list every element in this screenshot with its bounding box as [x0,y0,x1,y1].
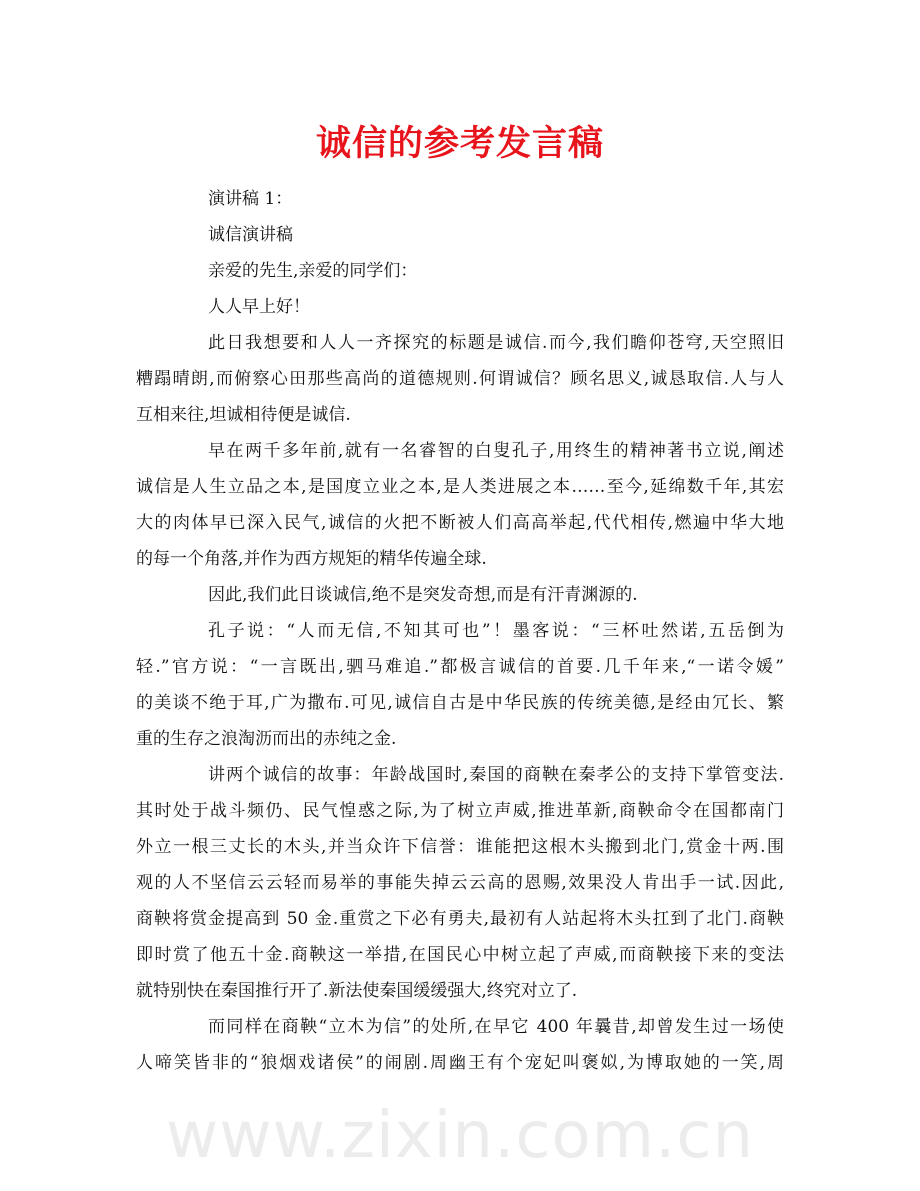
text-line: 糟蹋晴朗,而俯察心田那些高尚的道德规则.何谓诚信？顾名思义,诚恳取信.人与人 [136,369,784,389]
text-line: 诚信是人生立品之本,是国度立业之本,是人类进展之本……至今,延绵数千年,其宏 [136,477,784,497]
paragraph [136,757,784,1009]
paragraph [136,181,784,217]
text-line: 人啼笑皆非的“狼烟戏诸侯”的闹剧.周幽王有个宠妃叫褒姒,为博取她的一笑,周 [136,1053,784,1073]
paragraph [136,1009,784,1081]
text-line: 观的人不坚信云云轻而易举的事能失掉云云高的恩赐,效果没人肯出手一试.因此, [136,873,784,893]
paragraph [136,217,784,253]
text-line: 其时处于战斗频仍、民气惶惑之际,为了树立声威,推进革新,商鞅命令在国都南门 [136,801,784,821]
text-line: 即时赏了他五十金.商鞅这一举措,在国民心中树立起了声威,而商鞅接下来的变法 [136,945,784,965]
paragraph [136,253,784,289]
paragraph [136,613,784,757]
text-line: 因此,我们此日谈诚信,绝不是突发奇想,而是有汗青渊源的. [208,585,638,605]
paragraph [136,577,784,613]
document-title: 诚信的参考发言稿 [315,124,604,164]
paragraph [136,433,784,577]
text-line: 商鞅将赏金提高到 50 金.重赏之下必有勇夫,最初有人站起将木头扛到了北门.商鞅 [136,909,784,929]
text-line: 就特别快在秦国推行开了.新法使秦国缓缓强大,终究对立了. [136,981,578,1001]
text-line: 互相来往,坦诚相待便是诚信. [136,405,351,425]
text-line: 演讲稿 1： [208,189,293,209]
document-body [136,181,784,1081]
text-line: 诚信演讲稿 [208,225,293,245]
paragraph [136,325,784,433]
text-line: 外立一根三丈长的木头,并当众许下信誉：谁能把这根木头搬到北门,赏金十两.围 [136,837,784,857]
text-line: 的每一个角落,并作为西方规矩的精华传遍全球. [136,549,487,569]
watermark: www.zixin.com.cn [165,1099,755,1173]
text-line: 轻.”官方说：“一言既出,驷马难追.”都极言诚信的首要.几千年来,“一诺令媛” [136,657,784,677]
text-line: 重的生存之浪淘沥而出的赤纯之金. [136,729,397,749]
text-line: 的美谈不绝于耳,广为撒布.可见,诚信自古是中华民族的传统美德,是经由冗长、繁 [136,693,784,713]
text-line: 大的肉体早已深入民气,诚信的火把不断被人们高高举起,代代相传,燃遍中华大地 [136,513,784,533]
text-line: 亲爱的先生,亲爱的同学们： [208,261,418,281]
text-line: 早在两千多年前,就有一名睿智的白叟孔子,用终生的精神著书立说,阐述 [208,441,784,461]
text-line: 讲两个诚信的故事：年龄战国时,秦国的商鞅在秦孝公的支持下掌管变法. [208,765,784,785]
text-line: 而同样在商鞅“立木为信”的处所,在早它 400 年曩昔,却曾发生过一场使 [208,1017,784,1037]
text-line: 此日我想要和人人一齐探究的标题是诚信.而今,我们瞻仰苍穹,天空照旧 [208,333,784,353]
text-line: 孔子说：“人而无信,不知其可也”！墨客说：“三杯吐然诺,五岳倒为 [208,621,784,641]
paragraph [136,289,784,325]
text-line: 人人早上好！ [208,297,310,317]
